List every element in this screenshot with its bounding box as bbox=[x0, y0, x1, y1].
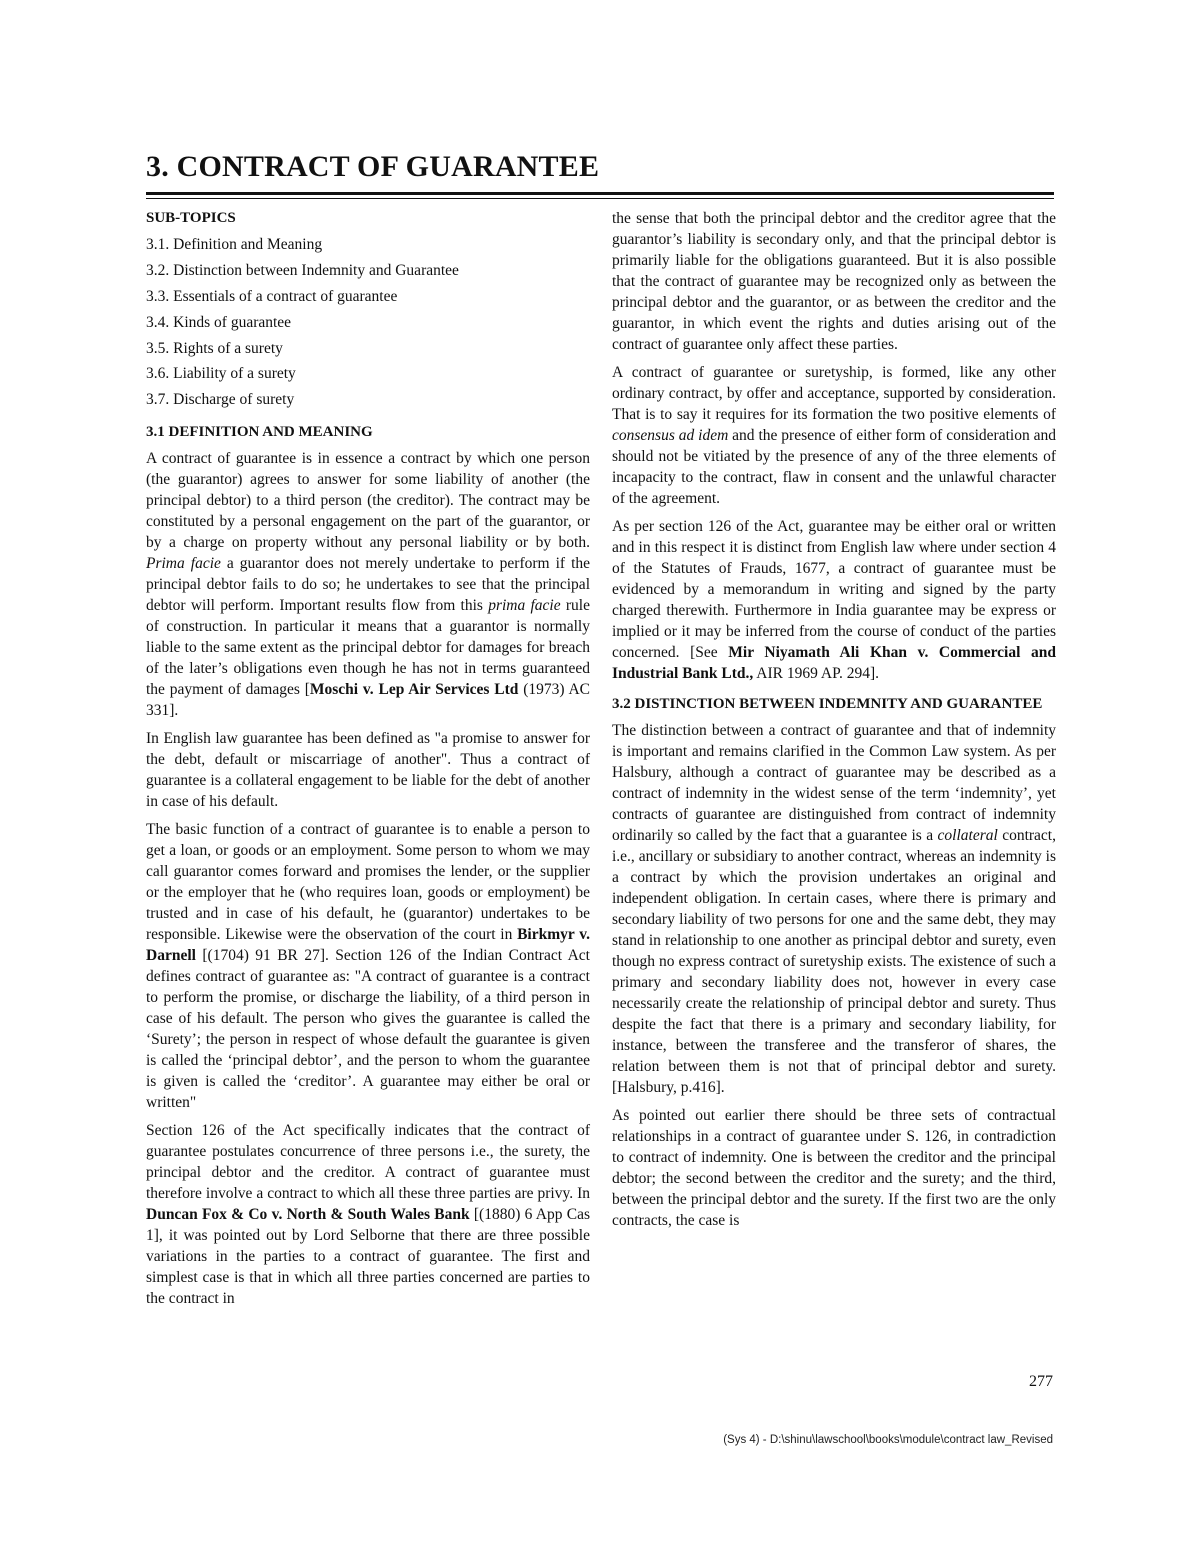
subtopic-item: 3.3. Essentials of a contract of guarantee bbox=[146, 287, 398, 305]
text-run: [(1880) 6 App Cas 1], it was pointed out by Lord Selborne that there are three possible variations in the parties to a contract of guarantee. The first and simplest case is that in which all three parties concerned are parties to the contract in bbox=[146, 1206, 590, 1308]
text-run: contract, i.e., ancillary or subsidiary to another contract, whereas an indemnity is a contract by which the provision undertakes an original and independent obligation. In certain cases, where there is primary and secondary liability of two persons for one and the same debt, they may stand in relationship to one another as principal debtor and surety, even though no express contract of suretyship exists. The existence of such a primary and secondary liability does not, however in every case necessarily create the relationship of principal debtor and surety. Thus despite the fact that there is a primary and secondary liability, for instance, between the transferee and the transferor of shares, the relation between them is not that of principal debtor and surety. [Halsbury, p.416]. bbox=[612, 827, 1056, 1096]
section-heading-distinction: 3.2 DISTINCTION BETWEEN INDEMNITY AND GUARANTEE bbox=[612, 696, 1043, 712]
chapter-title: 3. CONTRACT OF GUARANTEE bbox=[146, 150, 600, 183]
right-column bbox=[612, 208, 1056, 1238]
italic-text: Prima facie bbox=[146, 555, 221, 573]
text-run: (1973) AC 331]. bbox=[146, 681, 591, 720]
text-run: A contract of guarantee or suretyship, is formed, like any other ordinary contract, by offer and acceptance, supported by consideration. That is to say it requires for its formation the two positive elements of bbox=[612, 364, 1056, 423]
subtopic-item: 3.4. Kinds of guarantee bbox=[146, 313, 292, 331]
case-citation: Duncan Fox & Co v. North & South Wales Bank bbox=[146, 1206, 470, 1224]
text-run: [(1704) 91 BR 27]. Section 126 of the Indian Contract Act defines contract of guarantee as: "A contract of guarantee is a contract to perform the promise, or discharge the liability, of a third person in case of his default. The person who gives the guarantee is called the ‘Surety’; the person in respect of whose default the guarantee is given is called the ‘principal debtor’, and the person to whom the guarantee is given is called the ‘creditor’. A guarantee may either be oral or written" bbox=[146, 947, 590, 1112]
title-rule-thin bbox=[146, 198, 1054, 199]
italic-text: prima facie bbox=[488, 597, 561, 615]
paragraph: As pointed out earlier there should be three sets of contractual relationships in a contract of guarantee under S. 126, in contradiction to contract of indemnity. One is between the creditor and the principal debtor; the second between the creditor and the surety; and the third, between the principal debtor and the surety. If the first two are the only contracts, the case is bbox=[612, 1107, 1056, 1229]
text-run: The distinction between a contract of guarantee and that of indemnity is important and remains clarified in the Common Law system. As per Halsbury, although a contract of guarantee may be described as a contract of indemnity in the widest sense of the term ‘indemnity’, yet contracts of guarantee are distinguished from contract of indemnity ordinarily so called by the fact that a guarantee is a bbox=[612, 722, 1056, 844]
text-run: As per section 126 of the Act, guarantee may be either oral or written and in this respect it is distinct from English law where under section 4 of the Statutes of Frauds, 1677, a contract of guarantee must be evidenced by a memorandum in writing and signed by the party charged therewith. Furthermore in India guarantee may be express or implied or it may be inferred from the course of conduct of the parties concerned. [See bbox=[612, 518, 1056, 661]
page-number: 277 bbox=[1029, 1373, 1053, 1390]
subtopic-item: 3.6. Liability of a surety bbox=[146, 365, 296, 383]
title-rule-thick bbox=[146, 192, 1054, 195]
text-run: The basic function of a contract of guarantee is to enable a person to get a loan, or goods or an employment. Some person to whom we may call guarantor comes forward and promises the lender, or the supplier or the employer that he (who requires loan, goods or employment) be trusted and in case of his default, he (guarantor) undertakes to be responsible. Likewise were the observation of the court in bbox=[146, 821, 590, 944]
subtopic-item: 3.7. Discharge of surety bbox=[146, 391, 295, 409]
case-citation: Moschi v. Lep Air Services Ltd bbox=[309, 681, 519, 699]
paragraph bbox=[146, 819, 590, 1113]
subtopics-list bbox=[146, 234, 590, 410]
subtopic-item: 3.5. Rights of a surety bbox=[146, 339, 283, 357]
paragraph bbox=[146, 1120, 590, 1309]
section-heading-definition: 3.1 DEFINITION AND MEANING bbox=[146, 424, 373, 441]
case-citation: Birkmyr v. Darnell bbox=[146, 926, 590, 965]
text-run: rule of construction. In particular it means that a guarantor is normally liable to the same extent as the principal debtor for damages for breach of the later’s obligations even though he has not in terms guaranteed the payment of damages [ bbox=[146, 597, 590, 699]
text-run: Section 126 of the Act specifically indicates that the contract of guarantee postulates concurrence of three persons i.e., the surety, the principal debtor and the creditor. A contract of guarantee must therefore involve a contract to which all these three parties are privy. In bbox=[146, 1122, 590, 1203]
case-citation: Mir Niyamath Ali Khan v. Commercial and Industrial Bank Ltd., bbox=[612, 644, 1056, 682]
text-run: and the presence of either form of consideration and should not be vitiated by the presence of any of the three elements of incapacity to the contract, flaw in consent and the unlawful character of the agreement. bbox=[612, 427, 1056, 507]
subtopic-item: 3.1. Definition and Meaning bbox=[146, 236, 323, 253]
italic-text: consensus ad idem bbox=[612, 427, 729, 444]
italic-text: collateral bbox=[937, 827, 998, 844]
left-column bbox=[146, 208, 590, 1316]
subtopic-item: 3.2. Distinction between Indemnity and Guarantee bbox=[146, 261, 459, 279]
paragraph bbox=[612, 362, 1056, 509]
paragraph: the sense that both the principal debtor and the creditor agree that the guarantor’s liability is secondary only, and that the principal debtor is primarily liable for the obligations guaranteed. But it is also possible that the contract of guarantee may be recognized only as between the principal debtor and the guarantor, or as between the creditor and the guarantor, in which event the rights and duties arising out of the contract of guarantee only affect these parties. bbox=[612, 210, 1056, 353]
paragraph bbox=[612, 516, 1056, 684]
paragraph bbox=[146, 448, 590, 721]
paragraph bbox=[612, 720, 1056, 1098]
text-run: AIR 1969 AP. 294]. bbox=[753, 665, 880, 682]
text-run: A contract of guarantee is in essence a contract by which one person (the guarantor) agrees to answer for some liability of another (the principal debtor) to a third person (the creditor). The contract may be constituted by a personal engagement on the part of the guarantor, or by a charge on property without any personal liability or by both. bbox=[146, 450, 590, 552]
paragraph: In English law guarantee has been defined as "a promise to answer for the debt, default or miscarriage of another". Thus a contract of guarantee is a collateral engagement to be liable for the debt of another in case of his default. bbox=[146, 730, 590, 811]
text-run: a guarantor does not merely undertake to perform if the principal debtor fails to do so; he undertakes to see that the principal debtor will perform. Important results flow from this bbox=[146, 555, 590, 615]
footer-file-path: (Sys 4) - D:\shinu\lawschool\books\module\contract law_Revised bbox=[723, 1434, 1053, 1446]
subtopics-heading: SUB-TOPICS bbox=[146, 210, 236, 226]
